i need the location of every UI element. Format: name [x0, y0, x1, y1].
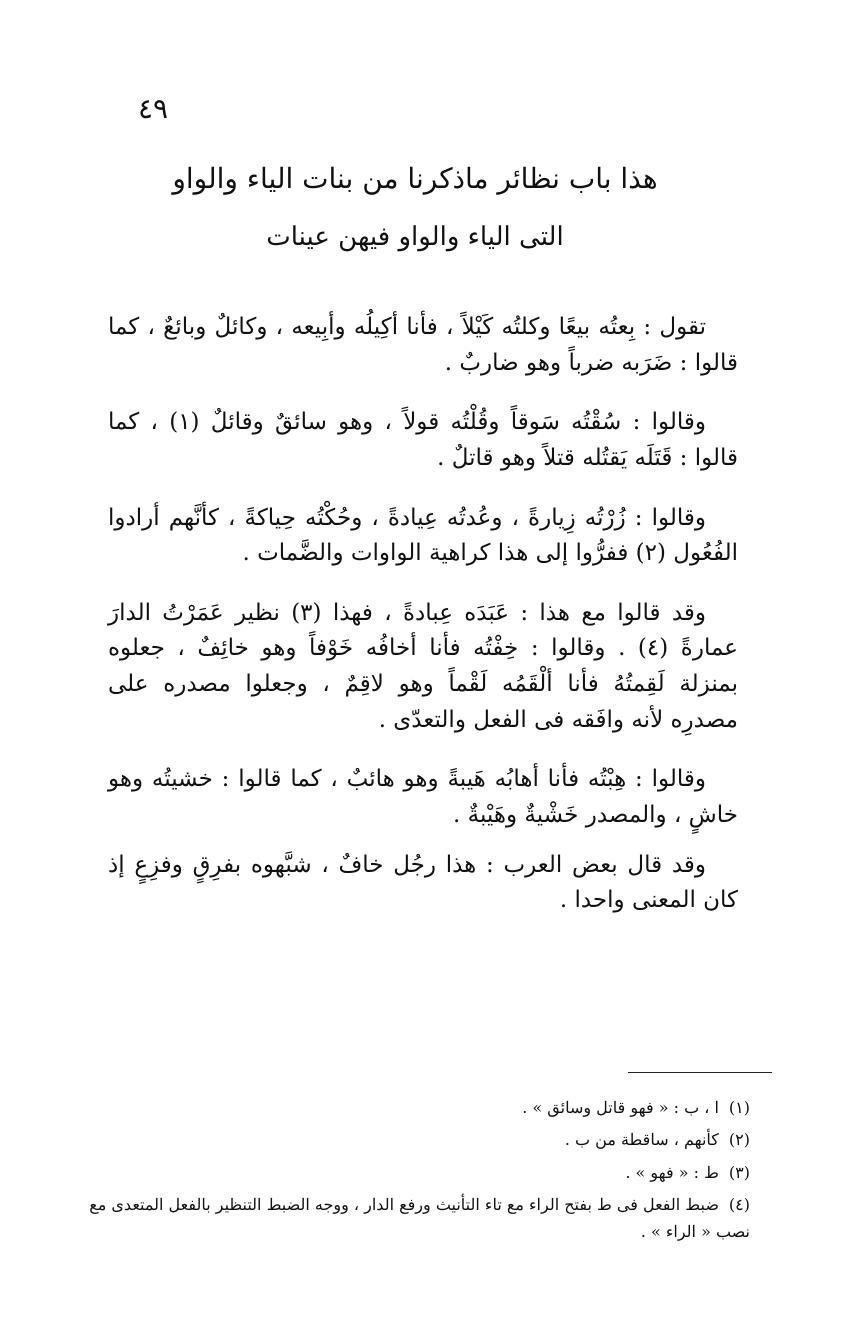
footnote-divider [628, 1072, 772, 1073]
paragraph-6: وقد قال بعض العرب : هذا رجُل خافٌ ، شبَّهوه بفرِقٍ وفزِعٍ إذ كان المعنى واحدا . [108, 851, 738, 914]
chapter-subtitle: التى الياء والواو فيهن عينات [266, 222, 564, 252]
footnote-text: ا ، ب : « فهو قاتل وسائق » . [522, 1098, 719, 1117]
paragraph-1: تقول : بِعتُه بيعًا وكلتُه كَيْلاً ، فأنا أكِيلُه وأبِيعه ، وكائلٌ وبائعٌ ، كما قالوا : ضَرَبه ضرباً وهو ضاربٌ . [108, 314, 738, 376]
paragraph-4: وقد قالوا مع هذا : عَبَدَه عِبادةً ، فهذا (٣) نظير عَمَرْتُ الدارَ عمارةً (٤) . وقالوا : خِفْتُه فأنا أخافُه خَوْفاً وهو خائِفٌ ، جعلوه بمنزلة لَقِمتُهُ فأنا ألْقَمُه لَقْماً وهو لاقِمٌ ، وجعلوا مصدره على مصدرِه لأنه وافَقه فى الفعل والتعدّى . [108, 599, 738, 733]
footnote-1 [85, 1095, 750, 1121]
footnote-text: كأنهم ، ساقطة من ب . [564, 1130, 719, 1150]
page-number: ٤٩ [138, 92, 169, 125]
footnote-number: (٣) [728, 1162, 750, 1182]
body-text [108, 310, 738, 943]
footnote-number: (١) [728, 1098, 750, 1117]
footnote-number: (٢) [728, 1130, 750, 1150]
footnote-2 [85, 1127, 750, 1153]
footnote-4 [85, 1192, 750, 1245]
paragraph-2: وقالوا : سُقْتُه سَوقاً وقُلْتُه قولاً ، وهو سائقٌ وقائلٌ (١) ، كما قالوا : قَتَلَه يَقتُله قتلاً وهو قاتلٌ . [108, 409, 738, 471]
paragraph-3: وقالوا : زُرْتُه زِيارةً ، وعُدتُه عِيادةً ، وحُكْتُه حِياكةً ، كأنَّهم أرادوا الفُعُول (٢) ففرُّوا إلى هذا كراهية الواوات والضَّمات . [108, 504, 738, 567]
chapter-title: هذا باب نظائر ماذكرنا من بنات الياء والواو [172, 162, 658, 195]
footnote-text: ط : « فهو » . [625, 1162, 719, 1182]
footnote-text: ضبط الفعل فى ط بفتح الراء مع تاء التأنيث ورفع الدار ، ووجه الضبط التنظير بالفعل المتعدى مع نصب « الراء » . [89, 1195, 750, 1241]
paragraph-5: وقالوا : هِبْتُه فأنا أهابُه هَيبةً وهو هائبٌ ، كما قالوا : خشيتُه وهو خاشٍ ، والمصدر خَشْيةٌ وهَيْبةٌ . [108, 766, 738, 829]
footnote-3 [85, 1160, 750, 1186]
footnotes [85, 1095, 750, 1251]
footnote-number: (٤) [728, 1195, 750, 1215]
